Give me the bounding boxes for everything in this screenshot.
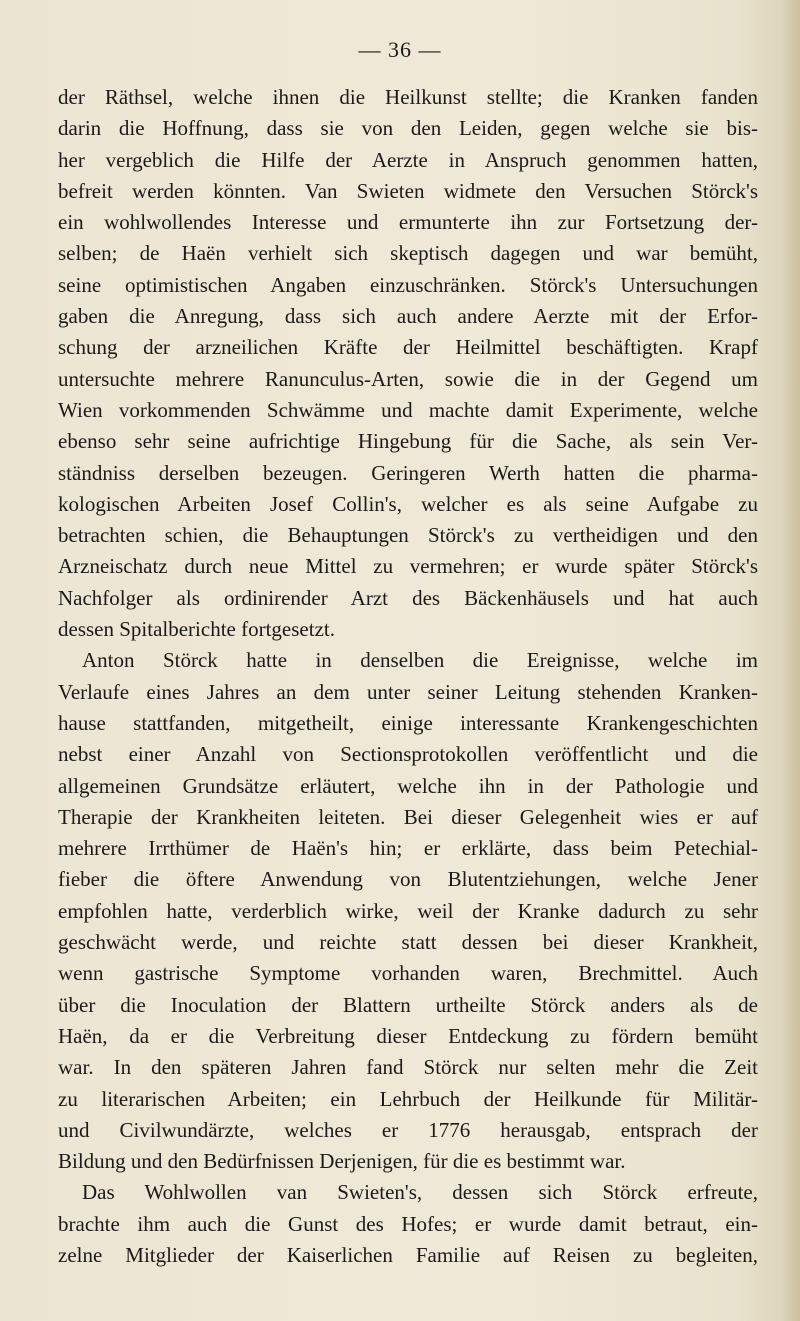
text-line: der Räthsel, welche ihnen die Heilkunst stellte; die Kranken fanden — [58, 85, 758, 109]
text-line: befreit werden könnten. Van Swieten widmete den Versuchen Störck's — [58, 178, 758, 203]
text-line: zu literarischen Arbeiten; ein Lehrbuch der Heilkunde für Militär- — [58, 1086, 758, 1111]
text-line: Arzneischatz durch neue Mittel zu vermehren; er wurde später Störck's — [58, 554, 758, 579]
text-line: brachte ihm auch die Gunst des Hofes; er wurde damit betraut, ein- — [58, 1211, 758, 1236]
body-text — [58, 82, 758, 1271]
text-line: seine optimistischen Angaben einzuschränken. Störck's Untersuchungen — [58, 272, 758, 297]
text-line: zelne Mitglieder der Kaiserlichen Familie auf Reisen zu begleiten, — [58, 1242, 758, 1267]
text-line: selben; de Haën verhielt sich skeptisch dagegen und war bemüht, — [58, 241, 758, 266]
text-line: ebenso sehr seine aufrichtige Hingebung für die Sache, als sein Ver- — [58, 429, 758, 454]
page-edge-shadow — [782, 0, 800, 1321]
text-line: Anton Störck hatte in denselben die Ereignisse, welche im — [82, 648, 758, 673]
text-line: Haën, da er die Verbreitung dieser Entdeckung zu fördern bemüht — [58, 1023, 758, 1048]
text-line: Das Wohlwollen van Swieten's, dessen sich Störck erfreute, — [82, 1180, 758, 1205]
text-line: nebst einer Anzahl von Sectionsprotokollen veröffentlicht und die — [58, 742, 758, 767]
text-line: darin die Hoffnung, dass sie von den Leiden, gegen welche sie bis- — [58, 116, 758, 141]
text-line: kologischen Arbeiten Josef Collin's, welcher es als seine Aufgabe zu — [58, 491, 758, 516]
page-number: — 36 — — [358, 37, 442, 62]
text-line: fieber die öftere Anwendung von Blutentziehungen, welche Jener — [58, 867, 758, 892]
text-line: Wien vorkommenden Schwämme und machte damit Experimente, welche — [58, 397, 758, 422]
text-line: und Civilwundärzte, welches er 1776 herausgab, entsprach der — [58, 1117, 758, 1142]
text-line: wenn gastrische Symptome vorhanden waren, Brechmittel. Auch — [58, 961, 758, 986]
text-line: war. In den späteren Jahren fand Störck nur selten mehr die Zeit — [58, 1055, 758, 1080]
text-line: allgemeinen Grundsätze erläutert, welche ihn in der Pathologie und — [58, 773, 758, 798]
text-line: her vergeblich die Hilfe der Aerzte in Anspruch genommen hatten, — [58, 147, 758, 172]
text-line: betrachten schien, die Behauptungen Störck's zu vertheidigen und den — [58, 523, 758, 548]
text-line: schung der arzneilichen Kräfte der Heilmittel beschäftigten. Krapf — [58, 335, 758, 360]
text-line: ein wohlwollendes Interesse und ermunterte ihn zur Fortsetzung der- — [58, 210, 758, 235]
text-line: Verlaufe eines Jahres an dem unter seiner Leitung stehenden Kranken- — [58, 679, 758, 704]
text-line: ständniss derselben bezeugen. Geringeren Werth hatten die pharma- — [58, 460, 758, 485]
text-line: geschwächt werde, und reichte statt dessen bei dieser Krankheit, — [58, 930, 758, 955]
text-line: gaben die Anregung, dass sich auch andere Aerzte mit der Erfor- — [58, 304, 758, 329]
text-line: untersuchte mehrere Ranunculus-Arten, sowie die in der Gegend um — [58, 366, 758, 391]
text-line: dessen Spitalberichte fortgesetzt. — [58, 617, 335, 642]
text-line: Nachfolger als ordinirender Arzt des Bäckenhäusels und hat auch — [58, 585, 758, 610]
text-line: empfohlen hatte, verderblich wirke, weil der Kranke dadurch zu sehr — [58, 898, 758, 923]
text-line: mehrere Irrthümer de Haën's hin; er erklärte, dass beim Petechial- — [58, 836, 758, 861]
text-line: Therapie der Krankheiten leiteten. Bei dieser Gelegenheit wies er auf — [58, 804, 758, 829]
text-line: hause stattfanden, mitgetheilt, einige interessante Krankengeschichten — [58, 710, 758, 735]
text-line: Bildung und den Bedürfnissen Derjenigen, für die es bestimmt war. — [58, 1149, 626, 1174]
text-line: über die Inoculation der Blattern urtheilte Störck anders als de — [58, 992, 758, 1017]
